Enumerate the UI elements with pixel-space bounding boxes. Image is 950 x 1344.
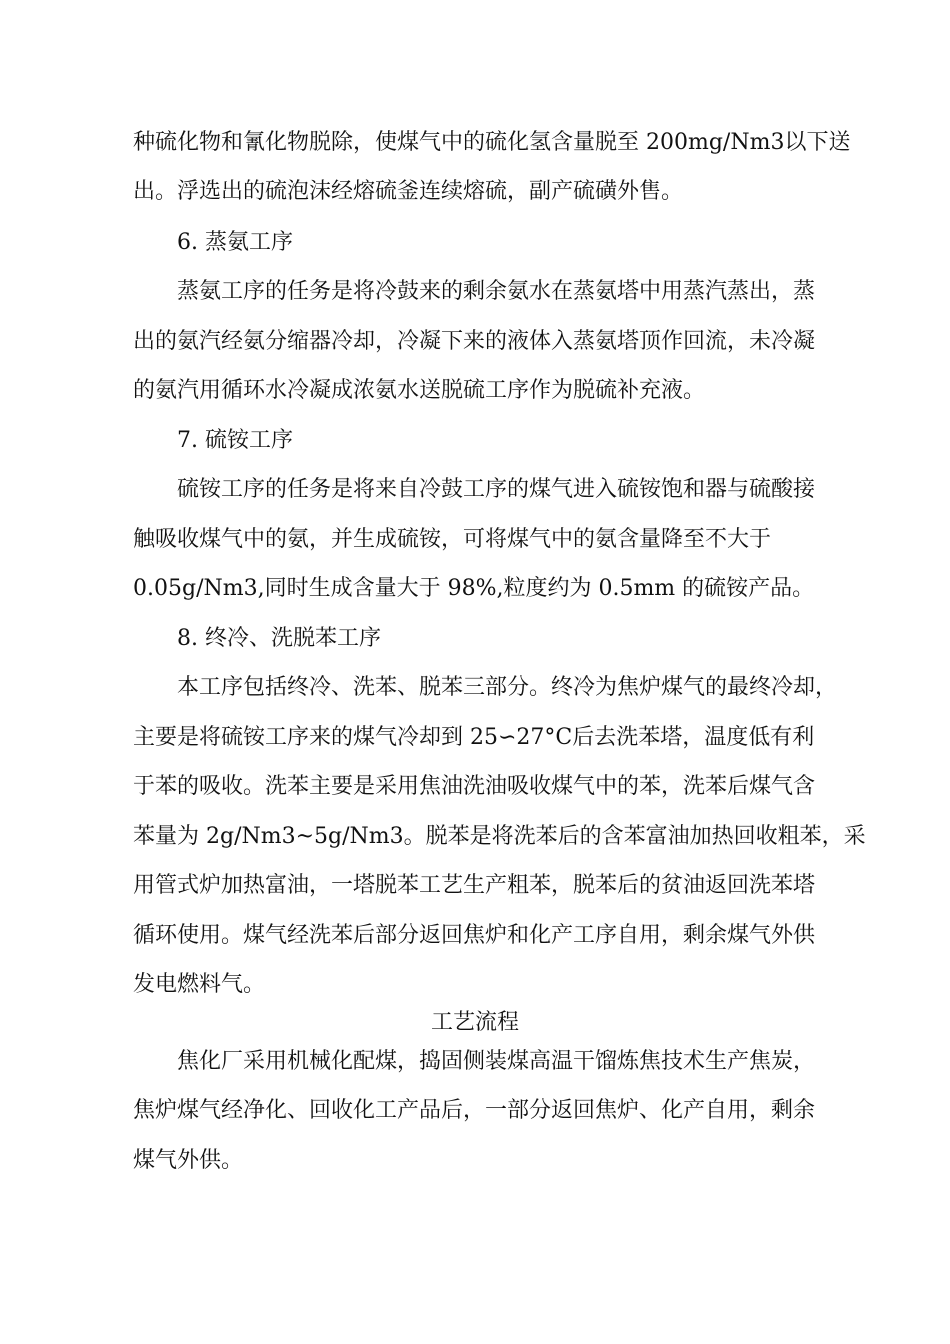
paragraph-line: 触吸收煤气中的氨，并生成硫铵，可将煤气中的氨含量降至不大于 — [133, 527, 772, 552]
section-heading: 8. 终冷、洗脱苯工序 — [177, 626, 381, 651]
paragraph-line: 主要是将硫铵工序来的煤气冷却到 25∽27°C后去洗苯塔，温度低有利 — [133, 725, 815, 750]
paragraph-line: 用管式炉加热富油，一塔脱苯工艺生产粗苯，脱苯后的贫油返回洗苯塔 — [133, 873, 816, 898]
paragraph-line: 煤气外供。 — [133, 1148, 244, 1173]
paragraph-line: 于苯的吸收。洗苯主要是采用焦油洗油吸收煤气中的苯，洗苯后煤气含 — [133, 774, 816, 799]
paragraph-line: 0.05g/Nm3,同时生成含量大于 98%,粒度约为 0.5mm 的硫铵产品。 — [133, 576, 815, 601]
paragraph-line: 出。浮选出的硫泡沫经熔硫釜连续熔硫，副产硫磺外售。 — [133, 179, 684, 204]
section-heading: 6. 蒸氨工序 — [177, 230, 293, 255]
paragraph-line: 发电燃料气。 — [133, 972, 266, 997]
paragraph-line: 蒸氨工序的任务是将冷鼓来的剩余氨水在蒸氨塔中用蒸汽蒸出，蒸 — [177, 279, 816, 304]
paragraph-line: 种硫化物和氰化物脱除，使煤气中的硫化氢含量脱至 200mg/Nm3以下送 — [133, 130, 851, 155]
paragraph-line: 本工序包括终冷、洗苯、脱苯三部分。终冷为焦炉煤气的最终冷却， — [177, 675, 838, 700]
section-title: 工艺流程 — [430, 1010, 519, 1035]
paragraph-line: 出的氨汽经氨分缩器冷却，冷凝下来的液体入蒸氨塔顶作回流，未冷凝 — [133, 329, 816, 354]
section-heading: 7. 硫铵工序 — [177, 428, 293, 453]
paragraph-line: 循环使用。煤气经洗苯后部分返回焦炉和化产工序自用，剩余煤气外供 — [133, 923, 816, 948]
paragraph-line: 硫铵工序的任务是将来自冷鼓工序的煤气进入硫铵饱和器与硫酸接 — [177, 477, 816, 502]
paragraph-line: 苯量为 2g/Nm3~5g/Nm3。脱苯是将洗苯后的含苯富油加热回收粗苯，采 — [133, 824, 866, 849]
paragraph-line: 焦化厂采用机械化配煤，捣固侧装煤高温干馏炼焦技术生产焦炭， — [177, 1049, 816, 1074]
paragraph-line: 的氨汽用循环水冷凝成浓氨水送脱硫工序作为脱硫补充液。 — [133, 378, 706, 403]
paragraph-line: 焦炉煤气经净化、回收化工产品后，一部分返回焦炉、化产自用，剩余 — [133, 1098, 816, 1123]
